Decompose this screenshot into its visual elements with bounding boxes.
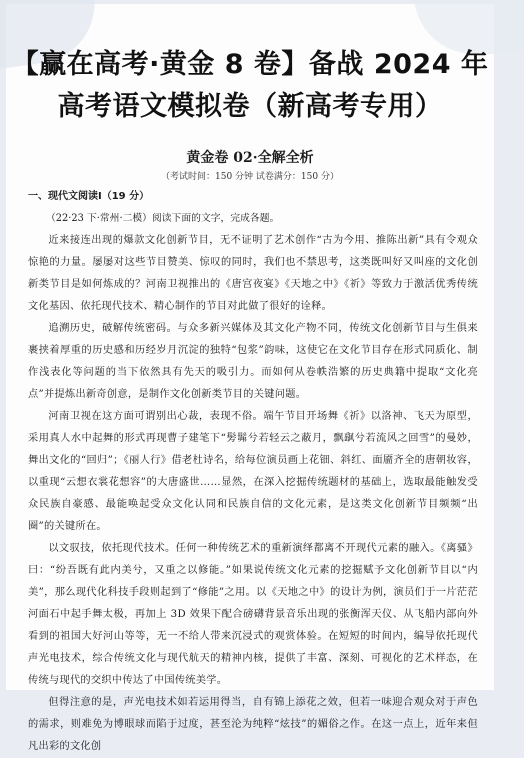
exam-meta: （考试时间：150 分钟 试卷满分：150 分） (161, 172, 339, 182)
paragraph: 但得注意的是，声光电技术如若运用得当，自有锦上添花之效，但若一味迎合观众对于声色的需求，则难免为博眼球而陷于过度，甚至沦为纯粹“炫技”的媚俗之作。在这一点上，近年来但凡出彩的文化创 (28, 697, 478, 752)
section-heading: 一、现代文阅读Ⅰ（19 分） (28, 191, 150, 202)
question-intro: （22·23 下·常州·二模）阅读下面的文字，完成各题。 (46, 213, 280, 224)
document-subtitle: 黄金卷 02·全解全析 (186, 150, 314, 166)
paragraph: 追溯历史，破解传统密码。与众多新兴媒体及其文化产物不同，传统文化创新节目与生俱来裹挟着厚重的历史感和历经岁月沉淀的独特“包浆”韵味，这使它在文化节目存在形式同质化、制作浅表化等问题的当下依然具有先天的吸引力。而如何从卷帙浩繁的历史典籍中提取“文化亮点”并提炼出新奇创意，是制作文化创新类节目的关键问题。 (28, 323, 478, 400)
paragraph: 河南卫视在这方面可谓别出心裁，表现不俗。端午节目开场舞《祈》以洛神、飞天为原型，采用真人水中起舞的形式再现曹子建笔下“髣髴兮若轻云之蔽月，飘飖兮若流风之回雪”的曼妙，舞出文化的“回归”；《丽人行》借老杜诗名，给每位演员画上花钿、斜红、面靥齐全的唐朝妆容，以重现“云想衣裳花想容”的大唐盛世……显然，在深入挖掘传统题材的基础上，选取最能触发受众民族自豪感、最能唤起受众文化认同和民族自信的文化元素，是这类文化创新节目频频“出圈”的关键所在。 (28, 411, 478, 532)
document-title-line1: 【赢在高考·黄金 8 卷】备战 2024 年 (11, 49, 489, 80)
paragraph: 以文驭技，依托现代技术。任何一种传统艺术的重新演绎都离不开现代元素的融入。《离骚》曰：“纷吾既有此内美兮，又重之以修能。”如果说传统文化元素的挖掘赋予文化创新节目以“内美”，那么现代化科技手段则起到了“修能”之用。以《天地之中》的设计为例，演员们于一片茫茫河面石中起手舞太极，再加上 3D 效果下配合磅礴背景音乐出现的张衡浑天仪、从飞船内部向外看到的祖国大好河山等等，无一不给人带来沉浸式的观赏体验。在短短的时间内，编导依托现代声光电技术，综合传统文化与现代航天的精神内核，提供了丰富、深刻、可视化的艺术样态，在传统与现代的交织中传达了中国传统美学。 (28, 543, 478, 686)
document-page (6, 4, 494, 752)
document-body (28, 186, 478, 758)
paragraph: 近来接连出现的爆款文化创新节目，无不证明了艺术创作“古为今用、推陈出新”具有令观众惊艳的力量。屡屡对这些节目赞美、惊叹的同时，我们也不禁思考，这类既叫好又叫座的文化创新类节目是如何炼成的？河南卫视推出的《唐宫夜宴》《天地之中》《祈》等致力于激活优秀传统文化基因、依托现代技术、精心制作的节目对此做了很好的诠释。 (28, 235, 478, 312)
document-title-line2: 高考语文模拟卷（新高考专用） (57, 91, 443, 122)
